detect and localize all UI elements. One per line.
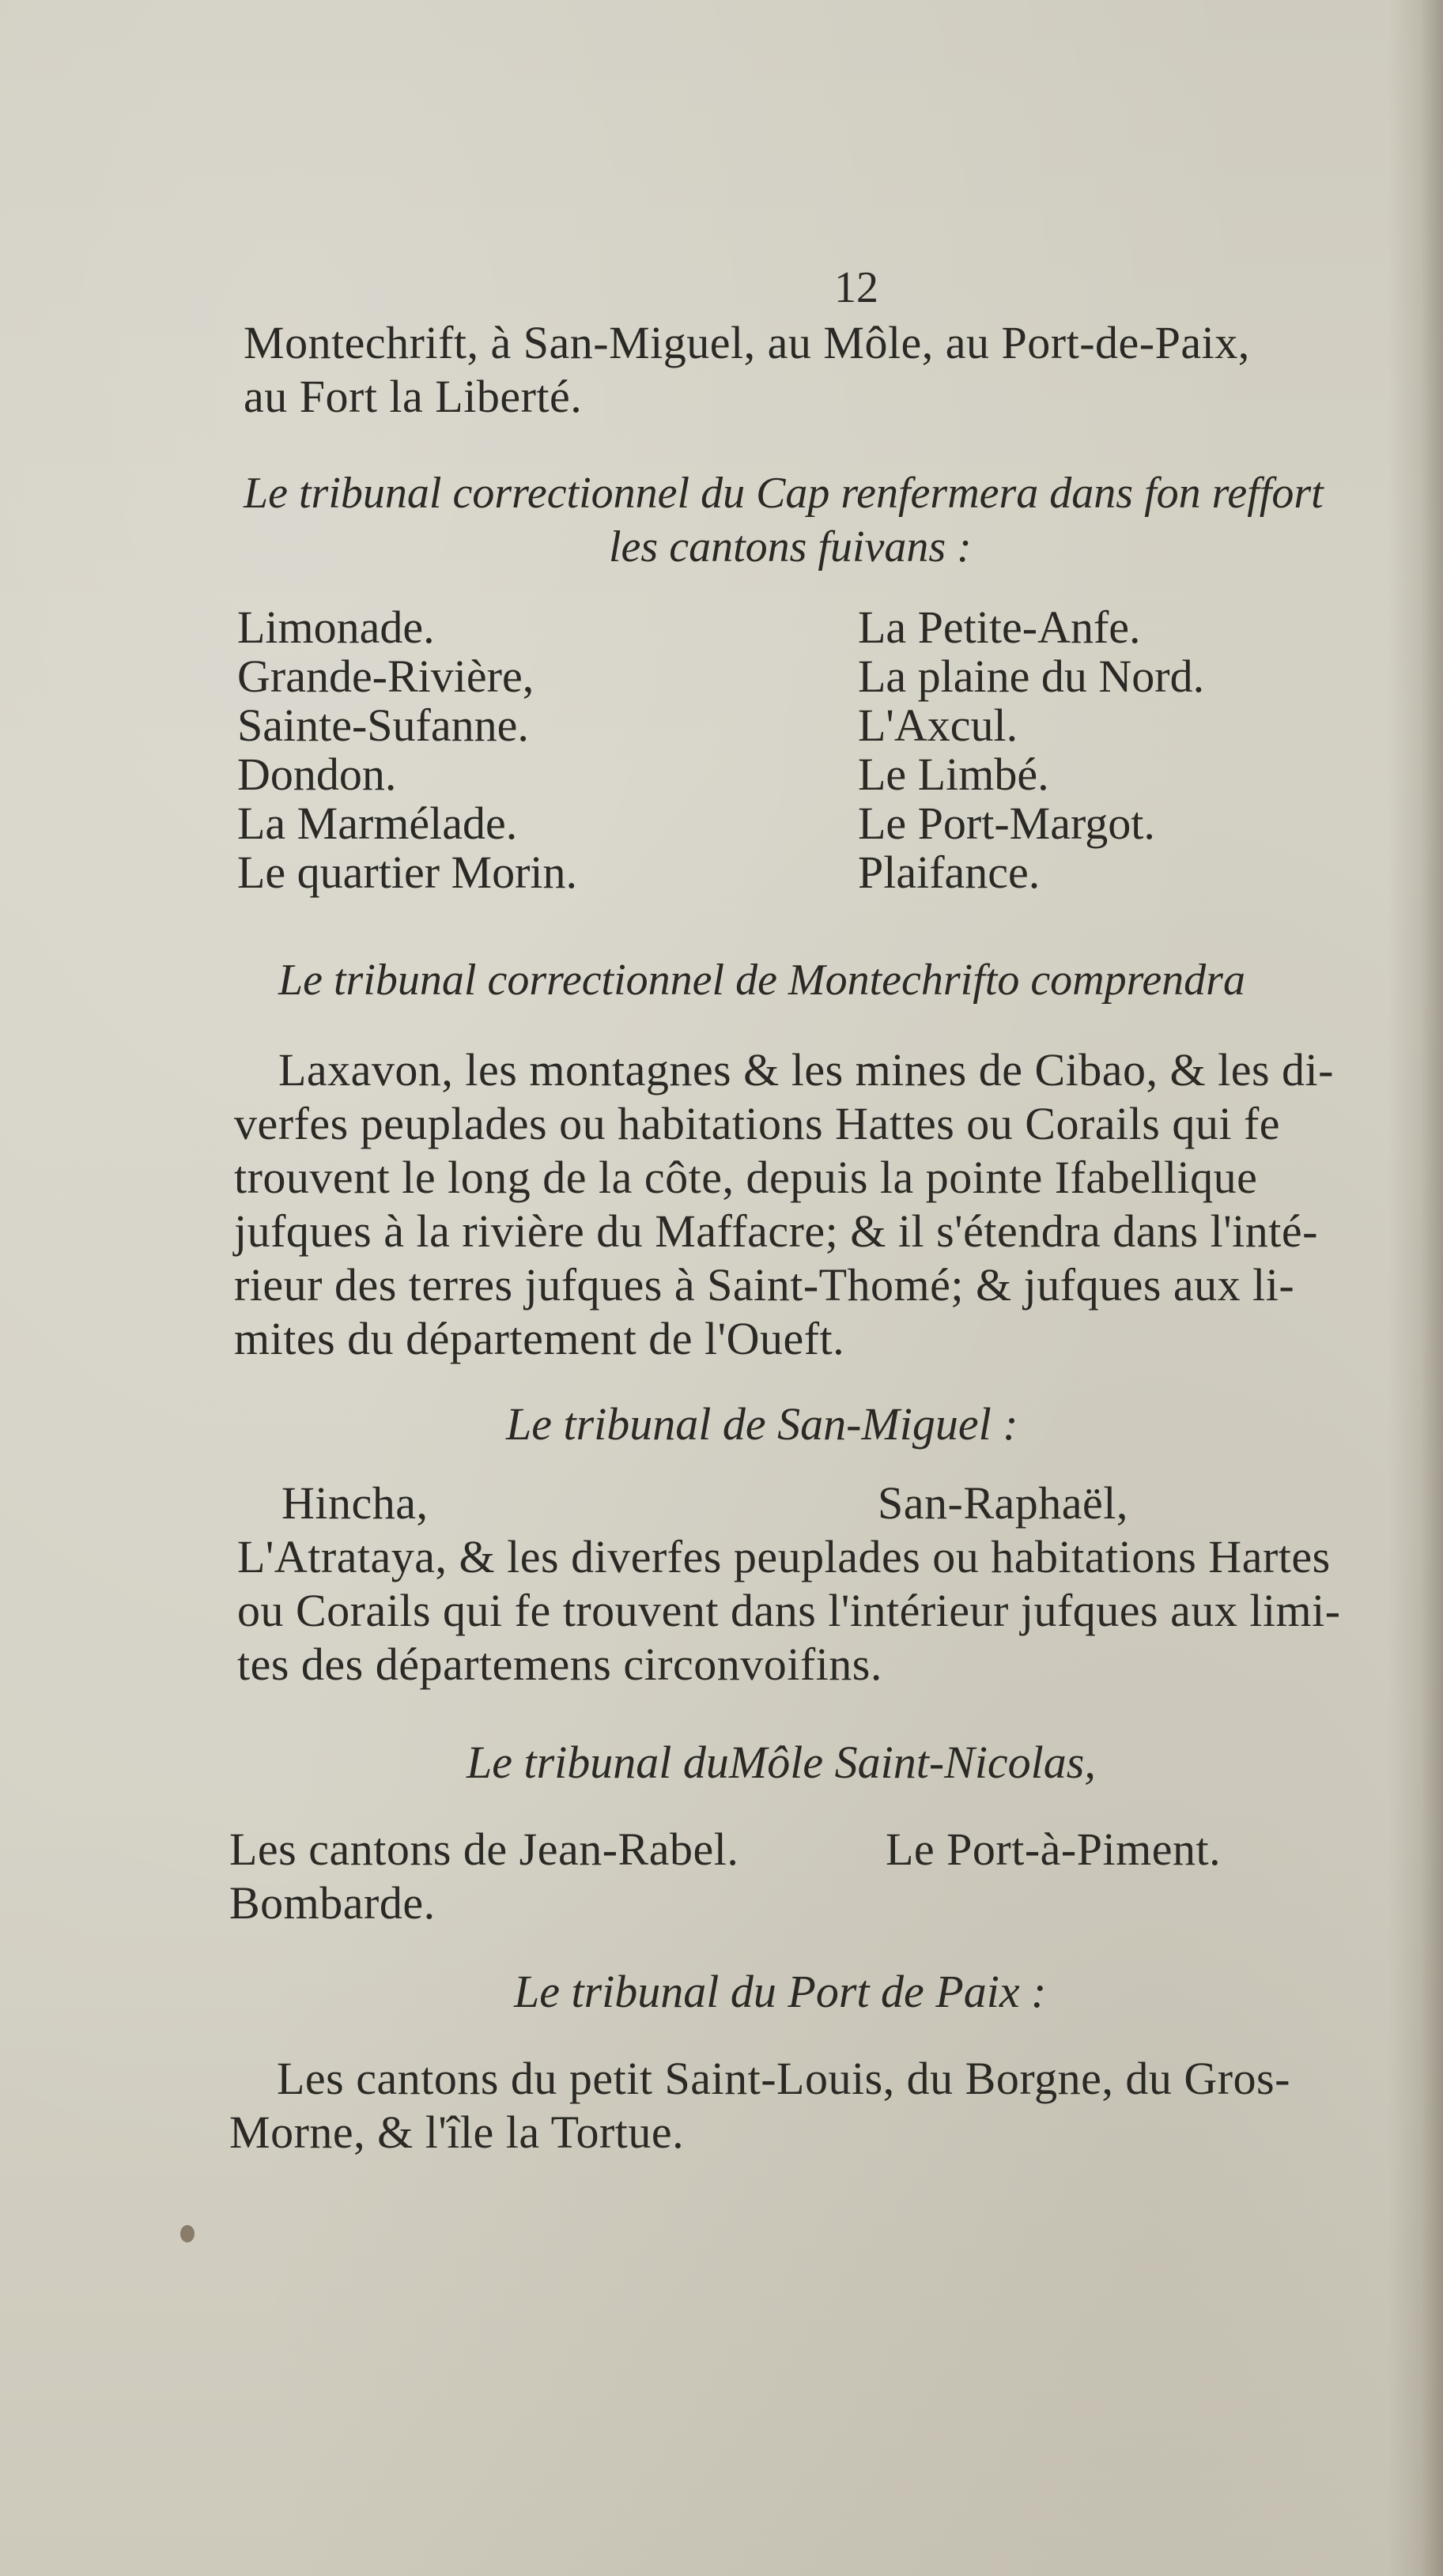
cap-canton-right-3: L'Axcul. [858, 700, 1018, 751]
page-number: 12 [834, 263, 878, 312]
cap-canton-left-4: Dondon. [237, 749, 397, 800]
montechrist-line-1: Laxavon, les montagnes & les mines de Cibao, & les di- [278, 1044, 1334, 1096]
port-de-paix-heading: Le tribunal du Port de Paix : [514, 1966, 1047, 2017]
montechrist-line-5: rieur des terres jufques à Saint-Thomé; & jufques aux li- [234, 1259, 1295, 1311]
cap-canton-left-6: Le quartier Morin. [237, 847, 578, 898]
cap-canton-left-2: Grande-Rivière, [237, 651, 535, 702]
cap-canton-right-2: La plaine du Nord. [858, 651, 1205, 702]
intro-line-2: au Fort la Liberté. [244, 371, 583, 422]
cap-canton-right-6: Plaifance. [858, 847, 1041, 898]
cap-heading-line-2: les cantons fuivans : [609, 522, 972, 571]
mole-heading: Le tribunal duMôle Saint-Nicolas, [467, 1737, 1096, 1788]
mole-left-1: Les cantons de Jean-Rabel. [229, 1824, 739, 1875]
mole-right-1: Le Port-à-Piment. [886, 1824, 1222, 1875]
montechrist-line-2: verfes peuplades ou habitations Hattes ou Corails qui fe [234, 1098, 1281, 1149]
san-miguel-line-3: tes des départemens circonvoifins. [237, 1639, 882, 1690]
san-miguel-line-1: L'Atrataya, & les diverfes peuplades ou habitations Hartes [237, 1531, 1331, 1582]
san-miguel-line-2: ou Corails qui fe trouvent dans l'intérieur jufques aux limi- [237, 1585, 1341, 1636]
san-miguel-left: Hincha, [281, 1477, 429, 1529]
montechrist-line-4: jufques à la rivière du Maffacre; & il s'étendra dans l'inté- [234, 1205, 1318, 1257]
san-miguel-right: San-Raphaël, [878, 1477, 1128, 1529]
cap-canton-left-3: Sainte-Sufanne. [237, 700, 529, 751]
cap-heading-line-1: Le tribunal correctionnel du Cap renfermera dans fon reffort [244, 469, 1324, 518]
ink-spot-mark [180, 2225, 195, 2242]
san-miguel-heading: Le tribunal de San-Miguel : [506, 1398, 1018, 1450]
page-edge-shadow [1388, 0, 1443, 2576]
cap-canton-left-1: Limonade. [237, 602, 435, 653]
cap-canton-right-5: Le Port-Margot. [858, 798, 1155, 849]
montechrist-line-6: mites du département de l'Oueft. [234, 1313, 845, 1364]
port-de-paix-line-2: Morne, & l'île la Tortue. [229, 2106, 685, 2158]
mole-left-2: Bombarde. [229, 1877, 436, 1929]
intro-line-1: Montechrift, à San-Miguel, au Môle, au Port-de-Paix, [244, 317, 1250, 368]
montechrist-heading: Le tribunal correctionnel de Montechrifto comprendra [278, 956, 1245, 1005]
port-de-paix-line-1: Les cantons du petit Saint-Louis, du Borgne, du Gros- [277, 2053, 1290, 2104]
montechrist-line-3: trouvent le long de la côte, depuis la pointe Ifabellique [234, 1152, 1258, 1203]
cap-canton-right-1: La Petite-Anfe. [858, 602, 1141, 653]
cap-canton-right-4: Le Limbé. [858, 749, 1049, 800]
cap-canton-left-5: La Marmélade. [237, 798, 518, 849]
